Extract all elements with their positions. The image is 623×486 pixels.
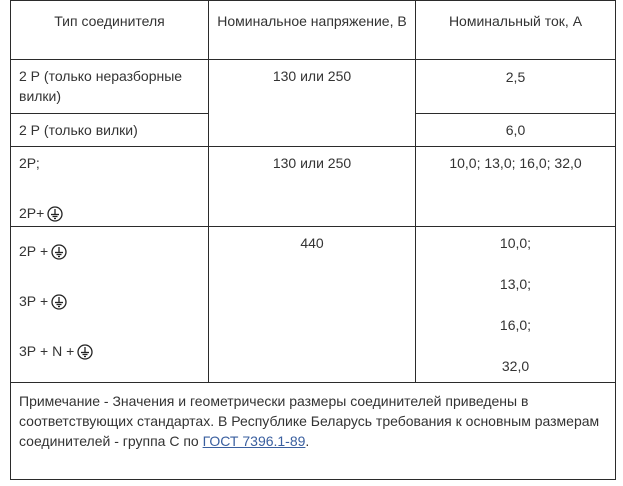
cell-voltage: 440: [209, 227, 416, 383]
current-value: 13,0;: [499, 276, 532, 292]
type-line: 2Р+: [19, 203, 202, 223]
cell-type: 2 Р (только вилки): [11, 114, 209, 147]
header-rated-current: Номинальный ток, А: [416, 1, 616, 60]
header-connector-type: Тип соединителя: [11, 1, 209, 60]
note-suffix: .: [305, 433, 310, 449]
table-row: [11, 60, 616, 114]
cell-current: [416, 227, 616, 383]
note-cell: [11, 383, 616, 480]
protective-earth-icon: [51, 294, 67, 310]
note-row: [11, 383, 616, 480]
type-line: 2Р +: [19, 241, 202, 261]
current-value: 32,0: [501, 358, 530, 374]
table-row: [11, 147, 616, 227]
cell-type: [11, 227, 209, 383]
header-row: [11, 1, 616, 60]
protective-earth-icon: [51, 244, 67, 260]
cell-current: 2,5: [416, 60, 616, 114]
note-text: Примечание - Значения и геометрически размеры соединителей приведены в соответствующих стандартах. В Республике Беларусь требования к основным размерам соединителей - группа С по: [19, 393, 600, 449]
table-row: [11, 227, 616, 383]
cell-current: 10,0; 13,0; 16,0; 32,0: [416, 147, 616, 227]
current-value: 16,0;: [499, 317, 532, 333]
cell-voltage: 130 или 250: [209, 147, 416, 227]
header-rated-voltage: Номинальное напряжение, В: [209, 1, 416, 60]
cell-type: [11, 147, 209, 227]
cell-type: 2 Р (только неразборные вилки): [11, 60, 209, 114]
gost-link[interactable]: ГОСТ 7396.1-89: [202, 433, 306, 449]
type-line: 3Р + N +: [19, 341, 202, 361]
current-value: 10,0;: [499, 235, 532, 251]
type-line: 3Р +: [19, 291, 202, 311]
cell-voltage: 130 или 250: [209, 60, 416, 147]
type-line: 2Р;: [19, 155, 40, 171]
protective-earth-icon: [77, 344, 93, 360]
cell-current: 6,0: [416, 114, 616, 147]
protective-earth-icon: [47, 206, 63, 222]
connector-spec-table: [10, 0, 616, 480]
